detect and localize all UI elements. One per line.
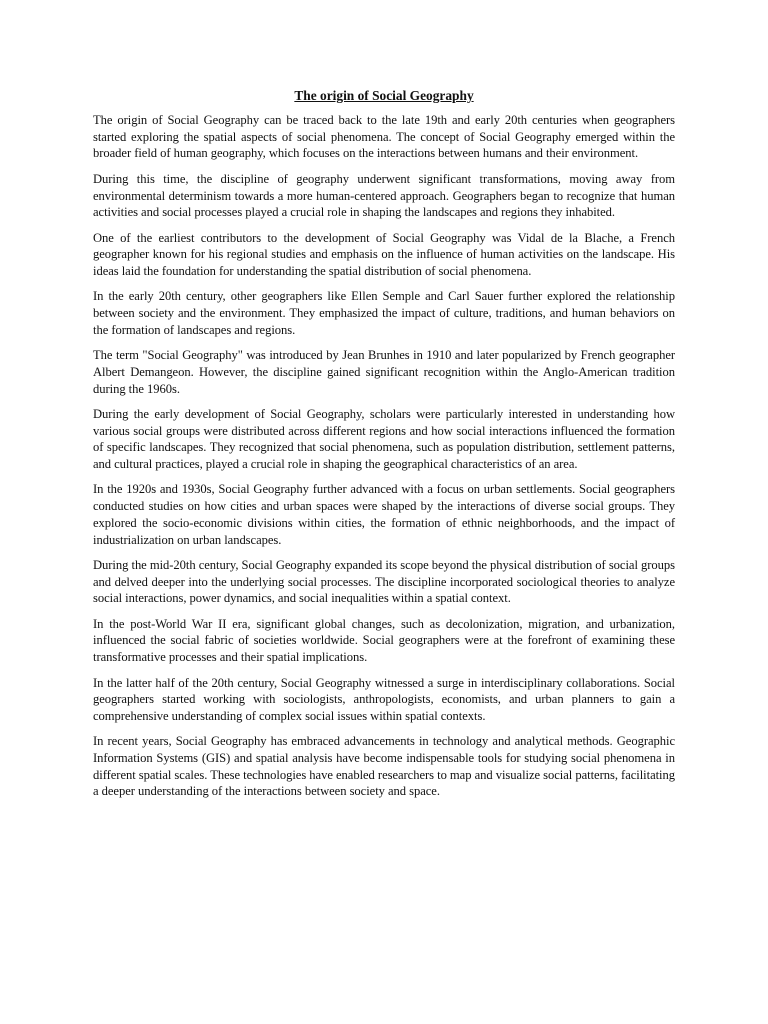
paragraph-1: The origin of Social Geography can be traced back to the late 19th and early 20th centuries when geographers started exploring the spatial aspects of social phenomena. The concept of Social Geography emerged within the broader field of human geography, which focuses on the interactions between humans and their environment. <box>93 113 675 161</box>
paragraph-10: In the latter half of the 20th century, Social Geography witnessed a surge in interdisciplinary collaborations. Social geographers started working with sociologists, anthropologists, economists, and urban planners to gain a comprehensive understanding of complex social issues within spatial contexts. <box>93 675 675 723</box>
paragraph-4: In the early 20th century, other geographers like Ellen Semple and Carl Sauer further explored the relationship between society and the environment. They emphasized the impact of culture, traditions, and human behaviors on the formation of landscapes and regions. <box>93 289 675 337</box>
paragraph-5: The term "Social Geography" was introduced by Jean Brunhes in 1910 and later popularized by French geographer Albert Demangeon. However, the discipline gained significant recognition within the Anglo-American tradition during the 1960s. <box>93 348 675 396</box>
paragraph-3: One of the earliest contributors to the development of Social Geography was Vidal de la Blache, a French geographer known for his regional studies and emphasis on the influence of human activities on the landscape. His ideas laid the foundation for understanding the spatial distribution of social phenomena. <box>93 230 675 278</box>
document-page <box>93 87 675 809</box>
paragraph-8: During the mid-20th century, Social Geography expanded its scope beyond the physical distribution of social groups and delved deeper into the underlying social processes. The discipline incorporated sociological theories to analyze social interactions, power dynamics, and social inequalities within a spatial context. <box>93 557 675 606</box>
paragraph-9: In the post-World War II era, significant global changes, such as decolonization, migration, and urbanization, influenced the social fabric of societies worldwide. Social geographers were at the forefront of examining these transformative processes and their spatial implications. <box>93 616 675 665</box>
paragraph-7: In the 1920s and 1930s, Social Geography further advanced with a focus on urban settlements. Social geographers conducted studies on how cities and urban spaces were shaped by the interactions of diverse social groups. They explored the socio-economic divisions within cities, the formation of ethnic neighborhoods, and the impact of industrialization on urban landscapes. <box>93 482 675 547</box>
paragraph-11: In recent years, Social Geography has embraced advancements in technology and analytical methods. Geographic Information Systems (GIS) and spatial analysis have become indispensable tools for studying social phenomena in different spatial scales. These technologies have enabled researchers to map and visualize social patterns, facilitating a deeper understanding of the interactions between society and space. <box>93 734 675 799</box>
document-title: The origin of Social Geography <box>294 88 474 103</box>
paragraph-2: During this time, the discipline of geography underwent significant transformations, moving away from environmental determinism towards a more human-centered approach. Geographers began to recognize that human activities and social processes played a crucial role in shaping the landscapes and regions they inhabited. <box>93 171 675 220</box>
paragraph-6: During the early development of Social Geography, scholars were particularly interested in understanding how various social groups were distributed across different regions and how social interactions influenced the formation of specific landscapes. They recognized that social phenomena, such as population distribution, settlement patterns, and cultural practices, played a crucial role in shaping the geographical characteristics of an area. <box>93 406 675 472</box>
